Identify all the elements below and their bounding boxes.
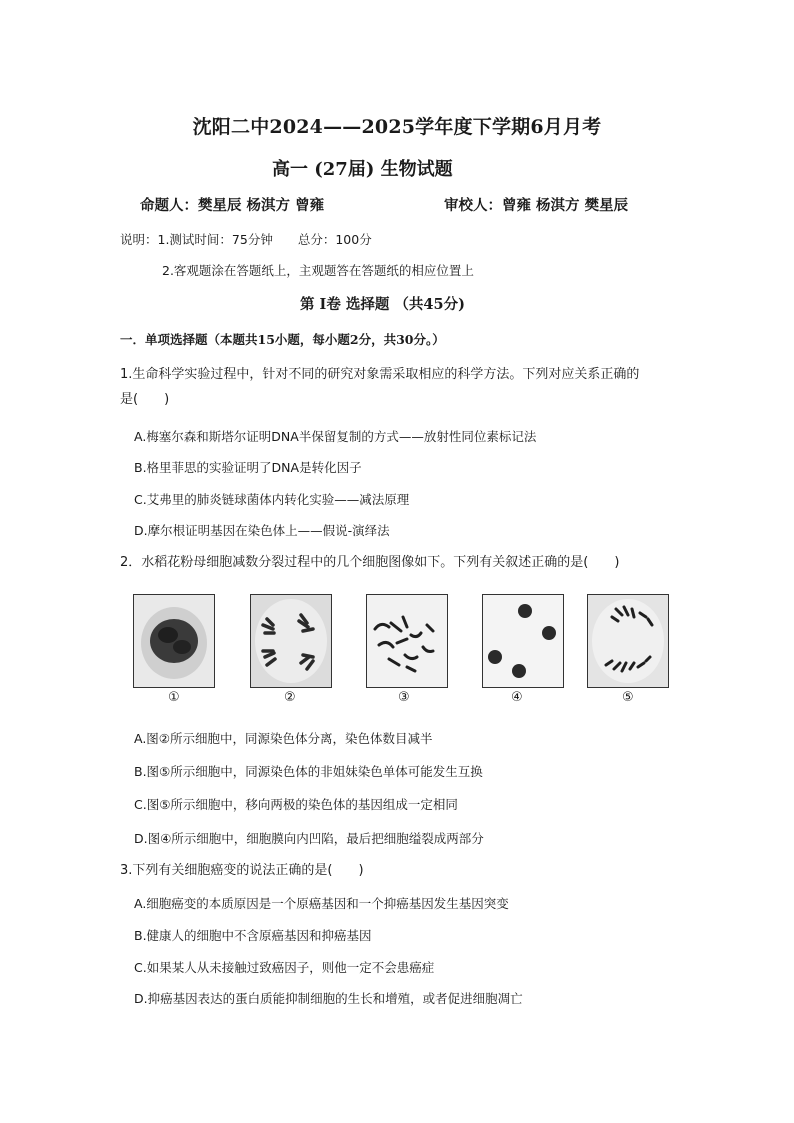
part-title: 第 Ⅰ卷 选择题 （共45分) [300, 296, 465, 313]
cell-image-2 [250, 594, 332, 688]
figure-label-5: ⑤ [622, 690, 634, 705]
figure-label-1: ① [168, 690, 180, 705]
cell-image-1 [133, 594, 215, 688]
question-2-option-b: B.图⑤所示细胞中，同源染色体的非姐妹染色单体可能发生互换 [134, 764, 483, 779]
question-1-option-a: A.梅塞尔森和斯塔尔证明DNA半保留复制的方式——放射性同位素标记法 [134, 429, 537, 444]
figure-label-4: ④ [511, 690, 523, 705]
question-3-option-a: A.细胞癌变的本质原因是一个原癌基因和一个抑癌基因发生基因突变 [134, 896, 509, 911]
question-2-option-a: A.图②所示细胞中，同源染色体分离，染色体数目减半 [134, 731, 433, 746]
figure-label-2: ② [284, 690, 296, 705]
cell-image-5 [587, 594, 669, 688]
section-heading: 一．单项选择题（本题共15小题，每小题2分，共30分。） [120, 332, 445, 347]
question-3-option-c: C.如果某人从未接触过致癌因子，则他一定不会患癌症 [134, 960, 435, 975]
question-1-option-b: B.格里菲思的实验证明了DNA是转化因子 [134, 460, 362, 475]
cell-image-4 [482, 594, 564, 688]
question-1-option-d: D.摩尔根证明基因在染色体上——假说-演绎法 [134, 523, 390, 538]
reviewers-line: 审校人：曾雍 杨淇方 樊星辰 [444, 198, 629, 214]
question-3-option-b: B.健康人的细胞中不含原癌基因和抑癌基因 [134, 928, 372, 943]
cell-image-3 [366, 594, 448, 688]
question-1-option-c: C.艾弗里的肺炎链球菌体内转化实验——减法原理 [134, 492, 410, 507]
exam-subtitle: 高一 (27届) 生物试题 [272, 159, 453, 180]
question-2-option-d: D.图④所示细胞中，细胞膜向内凹陷，最后把细胞缢裂成两部分 [134, 831, 484, 846]
question-1-stem-line-1: 1.生命科学实验过程中，针对不同的研究对象需采取相应的科学方法。下列对应关系正确的 [120, 367, 640, 382]
question-1-stem-line-2: 是( ) [120, 392, 170, 407]
setters-line: 命题人：樊星辰 杨淇方 曾雍 [140, 198, 325, 214]
question-3-stem: 3.下列有关细胞癌变的说法正确的是( ) [120, 863, 364, 878]
question-3-option-d: D.抑癌基因表达的蛋白质能抑制细胞的生长和增殖，或者促进细胞凋亡 [134, 991, 523, 1006]
question-2-stem: 2．水稻花粉母细胞减数分裂过程中的几个细胞图像如下。下列有关叙述正确的是( ) [120, 555, 620, 570]
note-line-2: 2.客观题涂在答题纸上，主观题答在答题纸的相应位置上 [162, 263, 474, 278]
exam-title: 沈阳二中2024——2025学年度下学期6月月考 [192, 116, 602, 138]
question-2-option-c: C.图⑤所示细胞中，移向两极的染色体的基因组成一定相同 [134, 797, 458, 812]
note-line-1: 说明：1.测试时间：75分钟 总分：100分 [120, 232, 372, 247]
figure-label-3: ③ [398, 690, 410, 705]
